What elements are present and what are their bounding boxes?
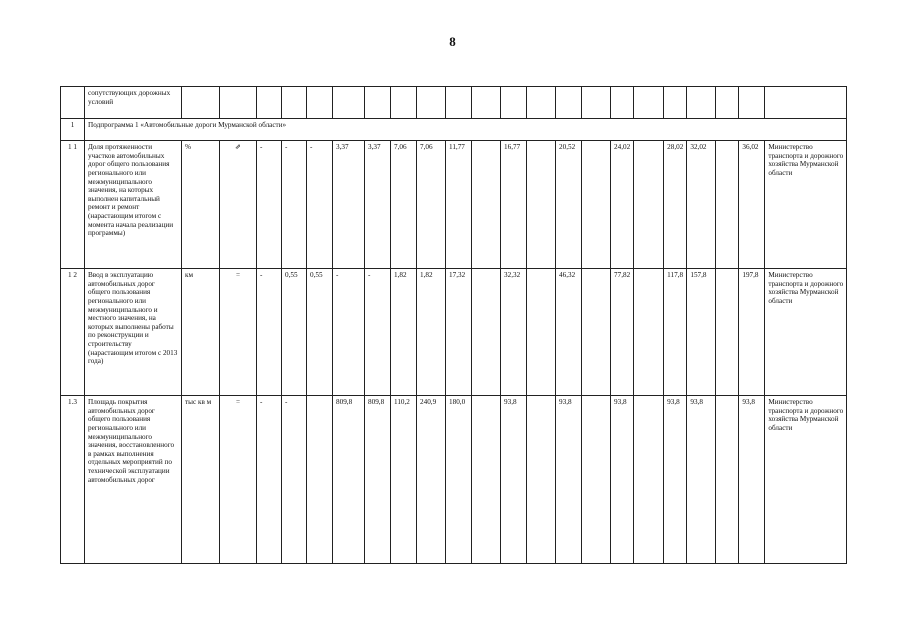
table-row-subprogram: [61, 119, 847, 141]
value-cell: 3,37: [333, 141, 365, 269]
value-cell: 93,8: [687, 396, 716, 564]
cell-empty: [61, 87, 85, 119]
value-cell: 240,9: [417, 396, 446, 564]
value-cell: 157,8: [687, 269, 716, 396]
value-cell: [716, 396, 739, 564]
value-cell: [634, 396, 664, 564]
value-cell: 0,55: [282, 269, 307, 396]
unit-cell: тыс кв м: [182, 396, 220, 564]
value-cell: -: [333, 269, 365, 396]
trend-cell: =: [220, 396, 257, 564]
value-cell: 16,77: [501, 141, 527, 269]
trend-cell: =: [220, 269, 257, 396]
value-cell: 32,02: [687, 141, 716, 269]
value-cell: -: [257, 396, 282, 564]
table-row: [61, 396, 847, 564]
row-number: 1 1: [61, 141, 85, 269]
indicator-name: Площадь покрытия автомобильных дорог общего пользования регионального или межмуниципального значения, восстановленного в рамках выполнения отдельных мероприятий по технической эксплуатации автомобильных дорог: [85, 396, 182, 564]
value-cell: 24,02: [611, 141, 634, 269]
value-cell: [716, 269, 739, 396]
value-cell: -: [307, 141, 333, 269]
indicator-name: Ввод в эксплуатацию автомобильных дорог общего пользования регионального или межмуниципального и местного значения, на которых выполнены работы по реконструкции и строительству (нарастающим итогом с 2013 года): [85, 269, 182, 396]
value-cell: 32,32: [501, 269, 527, 396]
responsible-cell: Министерство транспорта и дорожного хозяйства Мурманской области: [765, 396, 847, 564]
value-cell: 117,8: [664, 269, 687, 396]
value-cell: 3,37: [365, 141, 391, 269]
value-cell: 11,77: [446, 141, 472, 269]
value-cell: [472, 396, 501, 564]
unit-cell: км: [182, 269, 220, 396]
row-number: 1 2: [61, 269, 85, 396]
value-cell: 809,8: [333, 396, 365, 564]
row-number: 1.3: [61, 396, 85, 564]
trend-cell: ⇗: [220, 141, 257, 269]
value-cell: 93,8: [501, 396, 527, 564]
table-row: [61, 269, 847, 396]
value-cell: -: [282, 141, 307, 269]
value-cell: 77,82: [611, 269, 634, 396]
indicator-name: сопутствующих дорожных условий: [85, 87, 182, 119]
subprogram-title: Подпрограмма 1 «Автомобильные дороги Мурманской области»: [85, 119, 847, 141]
value-cell: 7,06: [417, 141, 446, 269]
value-cell: 197,8: [739, 269, 765, 396]
value-cell: [527, 269, 556, 396]
value-cell: 93,8: [739, 396, 765, 564]
value-cell: -: [282, 396, 307, 564]
value-cell: [634, 269, 664, 396]
value-cell: -: [365, 269, 391, 396]
value-cell: 1,82: [417, 269, 446, 396]
value-cell: -: [257, 141, 282, 269]
value-cell: [307, 396, 333, 564]
table-row-top-fragment: [61, 87, 847, 119]
table-row: [61, 141, 847, 269]
value-cell: [582, 269, 611, 396]
value-cell: [716, 141, 739, 269]
value-cell: [472, 269, 501, 396]
page-number: 8: [449, 34, 456, 49]
value-cell: 7,06: [391, 141, 417, 269]
value-cell: -: [257, 269, 282, 396]
value-cell: [582, 141, 611, 269]
indicator-table: [60, 86, 847, 564]
value-cell: [527, 141, 556, 269]
responsible-cell: Министерство транспорта и дорожного хозяйства Мурманской области: [765, 141, 847, 269]
indicator-name: Доля протяженности участков автомобильных дорог общего пользования регионального или межмуниципального значения, на которых выполнен капитальный ремонт и ремонт (нарастающим итогом с момента начала реализации программы): [85, 141, 182, 269]
value-cell: [582, 396, 611, 564]
value-cell: 20,52: [556, 141, 582, 269]
value-cell: 0,55: [307, 269, 333, 396]
value-cell: 180,0: [446, 396, 472, 564]
value-cell: 28,02: [664, 141, 687, 269]
value-cell: 93,8: [664, 396, 687, 564]
value-cell: [472, 141, 501, 269]
value-cell: 93,8: [611, 396, 634, 564]
value-cell: [634, 141, 664, 269]
value-cell: [527, 396, 556, 564]
row-number: 1: [61, 119, 85, 141]
value-cell: 36,02: [739, 141, 765, 269]
value-cell: 110,2: [391, 396, 417, 564]
unit-cell: %: [182, 141, 220, 269]
responsible-cell: Министерство транспорта и дорожного хозяйства Мурманской области: [765, 269, 847, 396]
value-cell: 46,32: [556, 269, 582, 396]
value-cell: 1,82: [391, 269, 417, 396]
value-cell: 93,8: [556, 396, 582, 564]
value-cell: 809,8: [365, 396, 391, 564]
value-cell: 17,32: [446, 269, 472, 396]
